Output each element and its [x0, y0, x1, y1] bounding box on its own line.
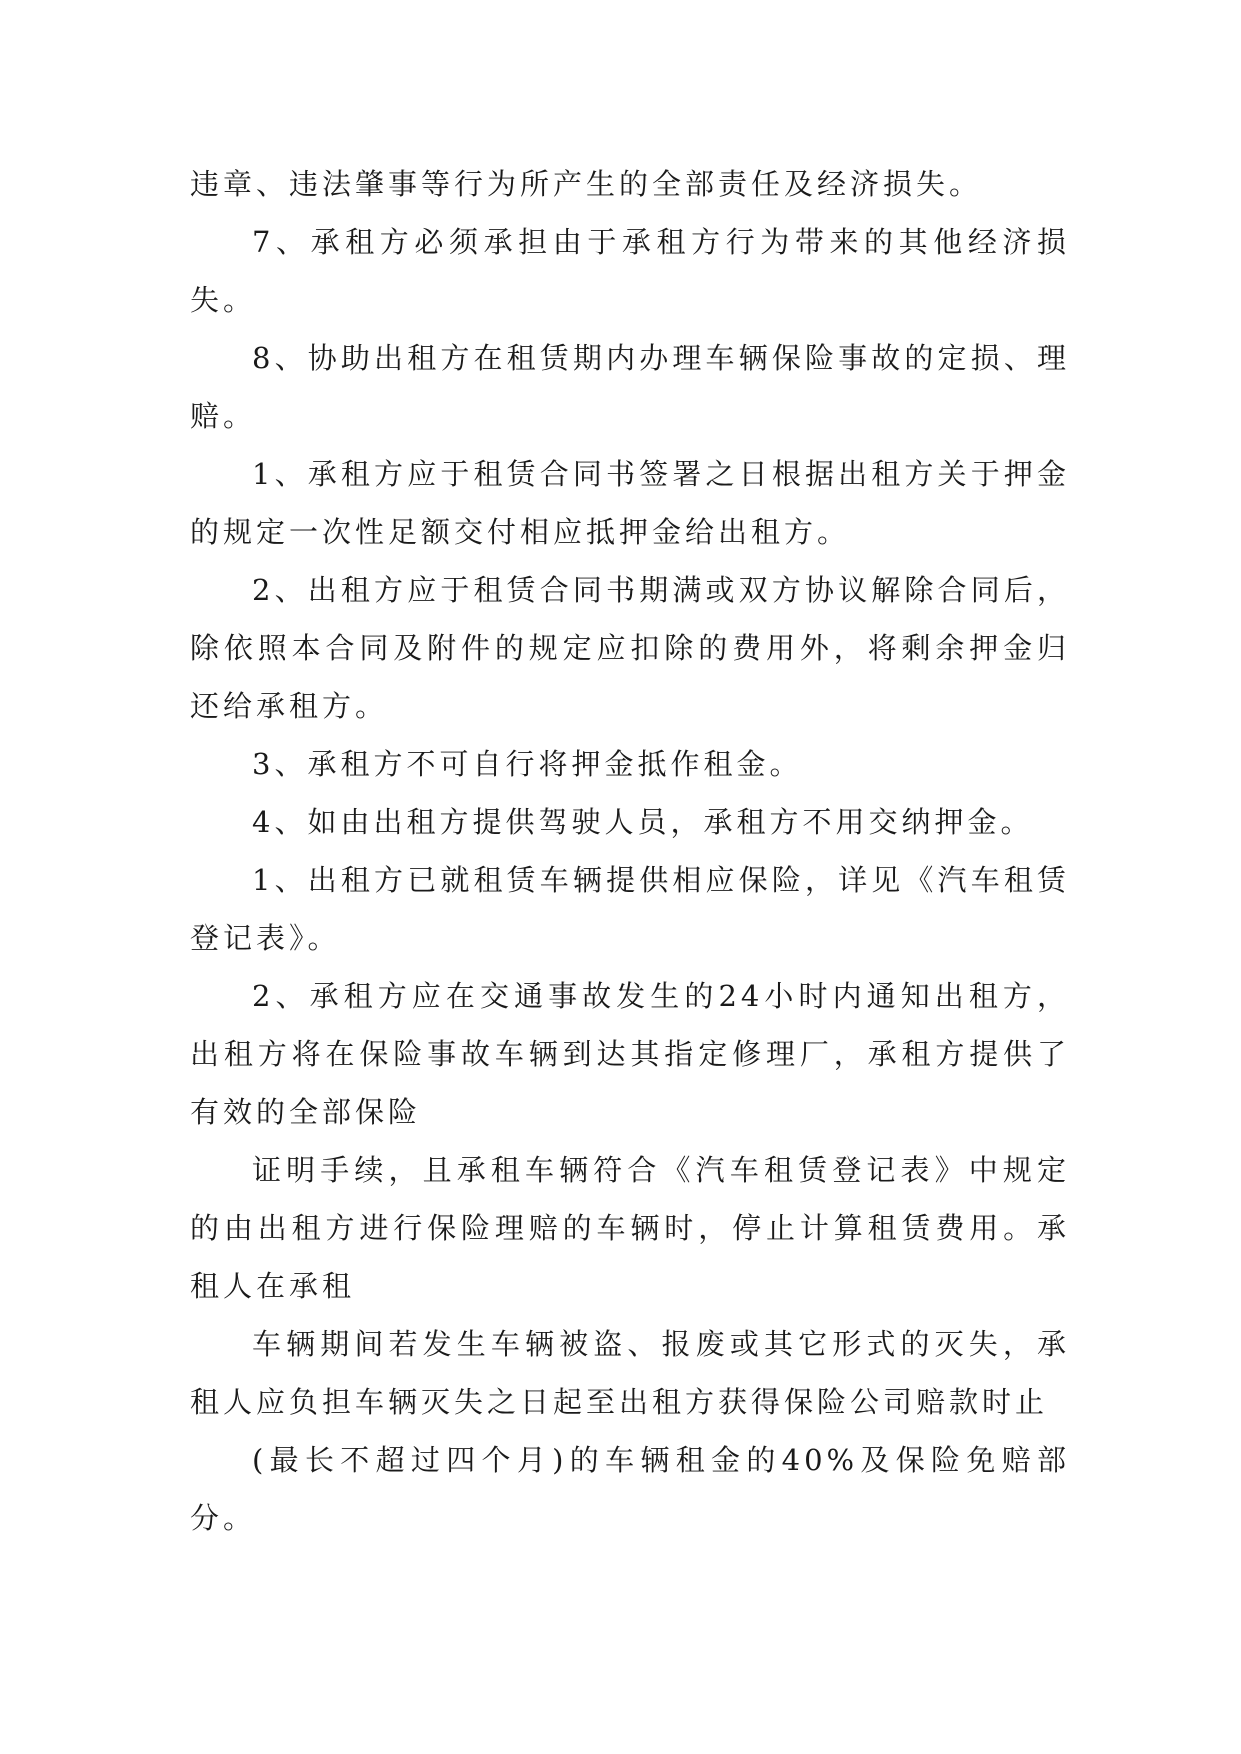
paragraph: 7、承租方必须承担由于承租方行为带来的其他经济损失。 [190, 225, 1070, 317]
paragraph: 1、出租方已就租赁车辆提供相应保险，详见《汽车租赁登记表》。 [190, 863, 1070, 955]
paragraph: 违章、违法肇事等行为所产生的全部责任及经济损失。 [190, 167, 983, 201]
paragraph: 2、出租方应于租赁合同书期满或双方协议解除合同后，除依照本合同及附件的规定应扣除的费用外，将剩余押金归还给承租方。 [190, 573, 1070, 723]
paragraph: 8、协助出租方在租赁期内办理车辆保险事故的定损、理赔。 [190, 341, 1070, 433]
paragraph: 3、承租方不可自行将押金抵作租金。 [252, 747, 803, 781]
paragraph: 2、承租方应在交通事故发生的24小时内通知出租方，出租方将在保险事故车辆到达其指定修理厂，承租方提供了有效的全部保险 [190, 979, 1070, 1129]
paragraph: 4、如由出租方提供驾驶人员，承租方不用交纳押金。 [252, 805, 1034, 839]
paragraph: (最长不超过四个月)的车辆租金的40%及保险免赔部分。 [190, 1443, 1070, 1535]
document-body [190, 155, 1070, 1547]
paragraph: 1、承租方应于租赁合同书签署之日根据出租方关于押金的规定一次性足额交付相应抵押金给出租方。 [190, 457, 1070, 549]
paragraph: 车辆期间若发生车辆被盗、报废或其它形式的灭失，承租人应负担车辆灭失之日起至出租方获得保险公司赔款时止 [190, 1327, 1070, 1419]
paragraph: 证明手续，且承租车辆符合《汽车租赁登记表》中规定的由出租方进行保险理赔的车辆时，停止计算租赁费用。承租人在承租 [190, 1153, 1070, 1303]
